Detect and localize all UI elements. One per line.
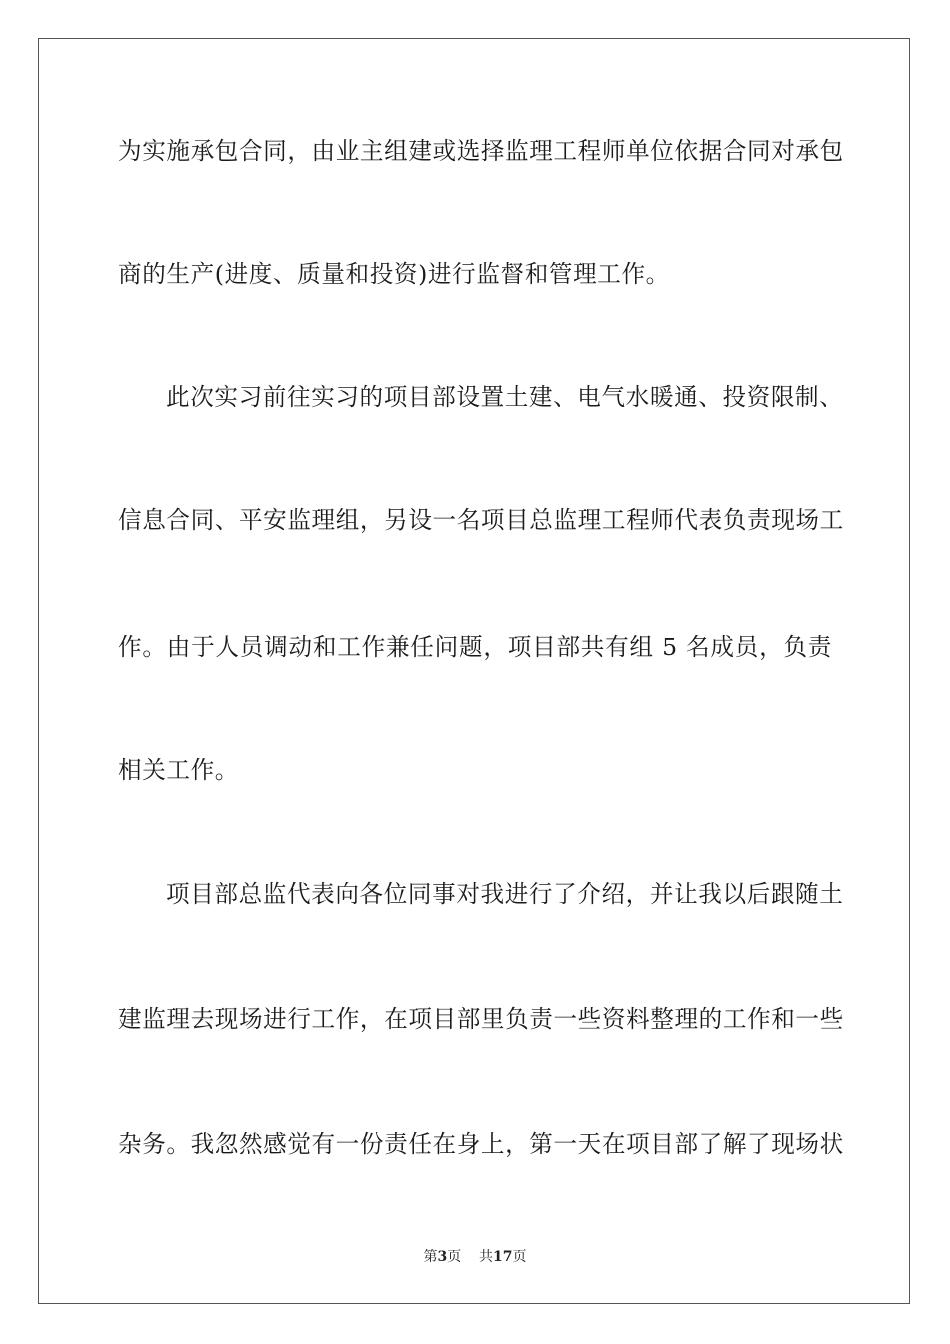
paragraph-line-3: 此次实习前往实习的项目部设置土建、电气水暖通、投资限制、 — [166, 383, 844, 411]
page-border — [38, 38, 910, 1304]
page-suffix: 页 — [447, 1249, 462, 1265]
page-number: 3 — [437, 1249, 448, 1265]
paragraph-line-5: 作。由于人员调动和工作兼任问题，项目部共有组 5 名成员，负责 — [118, 633, 832, 661]
paragraph-line-9: 杂务。我忽然感觉有一份责任在身上，第一天在项目部了解了现场状 — [118, 1130, 844, 1158]
total-suffix: 页 — [512, 1249, 527, 1265]
paragraph-line-7: 项目部总监代表向各位同事对我进行了介绍，并让我以后跟随土 — [166, 880, 844, 908]
total-prefix: 共 — [479, 1249, 494, 1265]
paragraph-line-2: 商的生产(进度、质量和投资)进行监督和管理工作。 — [118, 260, 670, 288]
paragraph-line-6: 相关工作。 — [118, 756, 239, 784]
page-prefix: 第 — [423, 1249, 438, 1265]
paragraph-line-1: 为实施承包合同，由业主组建或选择监理工程师单位依据合同对承包 — [118, 137, 844, 165]
page-footer — [0, 1248, 950, 1266]
total-pages: 17 — [493, 1249, 513, 1265]
paragraph-line-4: 信息合同、平安监理组，另设一名项目总监理工程师代表负责现场工 — [118, 506, 844, 534]
paragraph-line-8: 建监理去现场进行工作，在项目部里负责一些资料整理的工作和一些 — [118, 1005, 844, 1033]
